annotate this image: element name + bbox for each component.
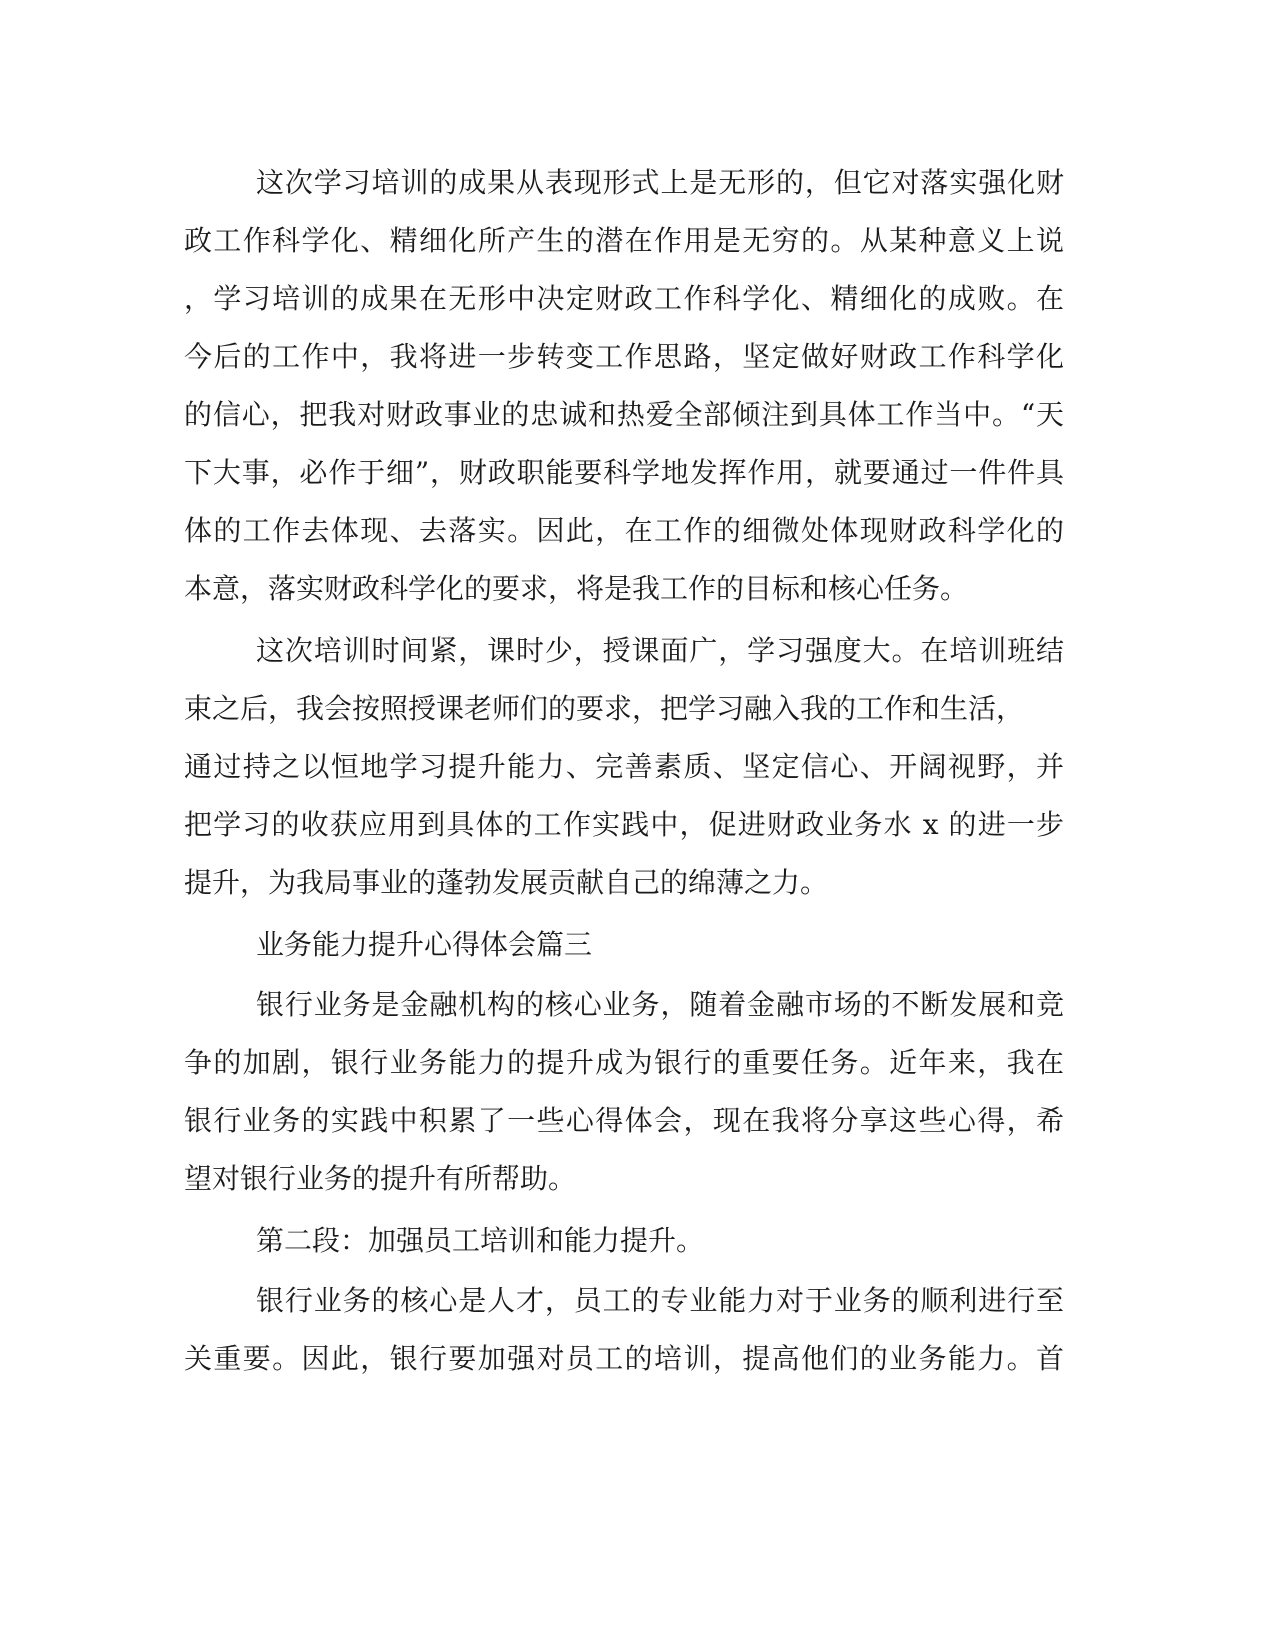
paragraph-line: 的信心，把我对财政事业的忠诚和热爱全部倾注到具体工作当中。“天	[184, 398, 1064, 431]
paragraph-line: 通过持之以恒地学习提升能力、完善素质、坚定信心、开阔视野，并	[184, 750, 1064, 783]
paragraph-line: 望对银行业务的提升有所帮助。	[184, 1162, 577, 1195]
paragraph-line: 银行业务是金融机构的核心业务，随着金融市场的不断发展和竞	[256, 988, 1064, 1021]
paragraph-line: 体的工作去体现、去落实。因此，在工作的细微处体现财政科学化的	[184, 514, 1064, 547]
paragraph-line: 这次培训时间紧，课时少，授课面广，学习强度大。在培训班结	[256, 634, 1064, 667]
paragraph-line: 银行业务的核心是人才，员工的专业能力对于业务的顺利进行至	[256, 1284, 1064, 1317]
section-heading: 业务能力提升心得体会篇三	[256, 928, 593, 961]
paragraph-line: 银行业务的实践中积累了一些心得体会，现在我将分享这些心得，希	[184, 1104, 1064, 1137]
paragraph-line: ，学习培训的成果在无形中决定财政工作科学化、精细化的成败。在	[184, 282, 1064, 315]
paragraph-line: 束之后，我会按照授课老师们的要求，把学习融入我的工作和生活，	[184, 692, 1025, 725]
paragraph-line: 关重要。因此，银行要加强对员工的培训，提高他们的业务能力。首	[184, 1342, 1064, 1375]
paragraph-line: 争的加剧，银行业务能力的提升成为银行的重要任务。近年来，我在	[184, 1046, 1064, 1079]
paragraph-line: 本意，落实财政科学化的要求，将是我工作的目标和核心任务。	[184, 572, 969, 605]
paragraph-line: 提升，为我局事业的蓬勃发展贡献自己的绵薄之力。	[184, 866, 829, 899]
paragraph-line: 这次学习培训的成果从表现形式上是无形的，但它对落实强化财	[256, 166, 1064, 199]
paragraph-line: 今后的工作中，我将进一步转变工作思路，坚定做好财政工作科学化	[184, 340, 1064, 373]
paragraph-line: 把学习的收获应用到具体的工作实践中，促进财政业务水 x 的进一步	[184, 808, 1064, 841]
paragraph-line: 下大事，必作于细”，财政职能要科学地发挥作用，就要通过一件件具	[184, 456, 1064, 489]
subheading: 第二段：加强员工培训和能力提升。	[256, 1224, 705, 1257]
paragraph-line: 政工作科学化、精细化所产生的潜在作用是无穷的。从某种意义上说	[184, 224, 1064, 257]
